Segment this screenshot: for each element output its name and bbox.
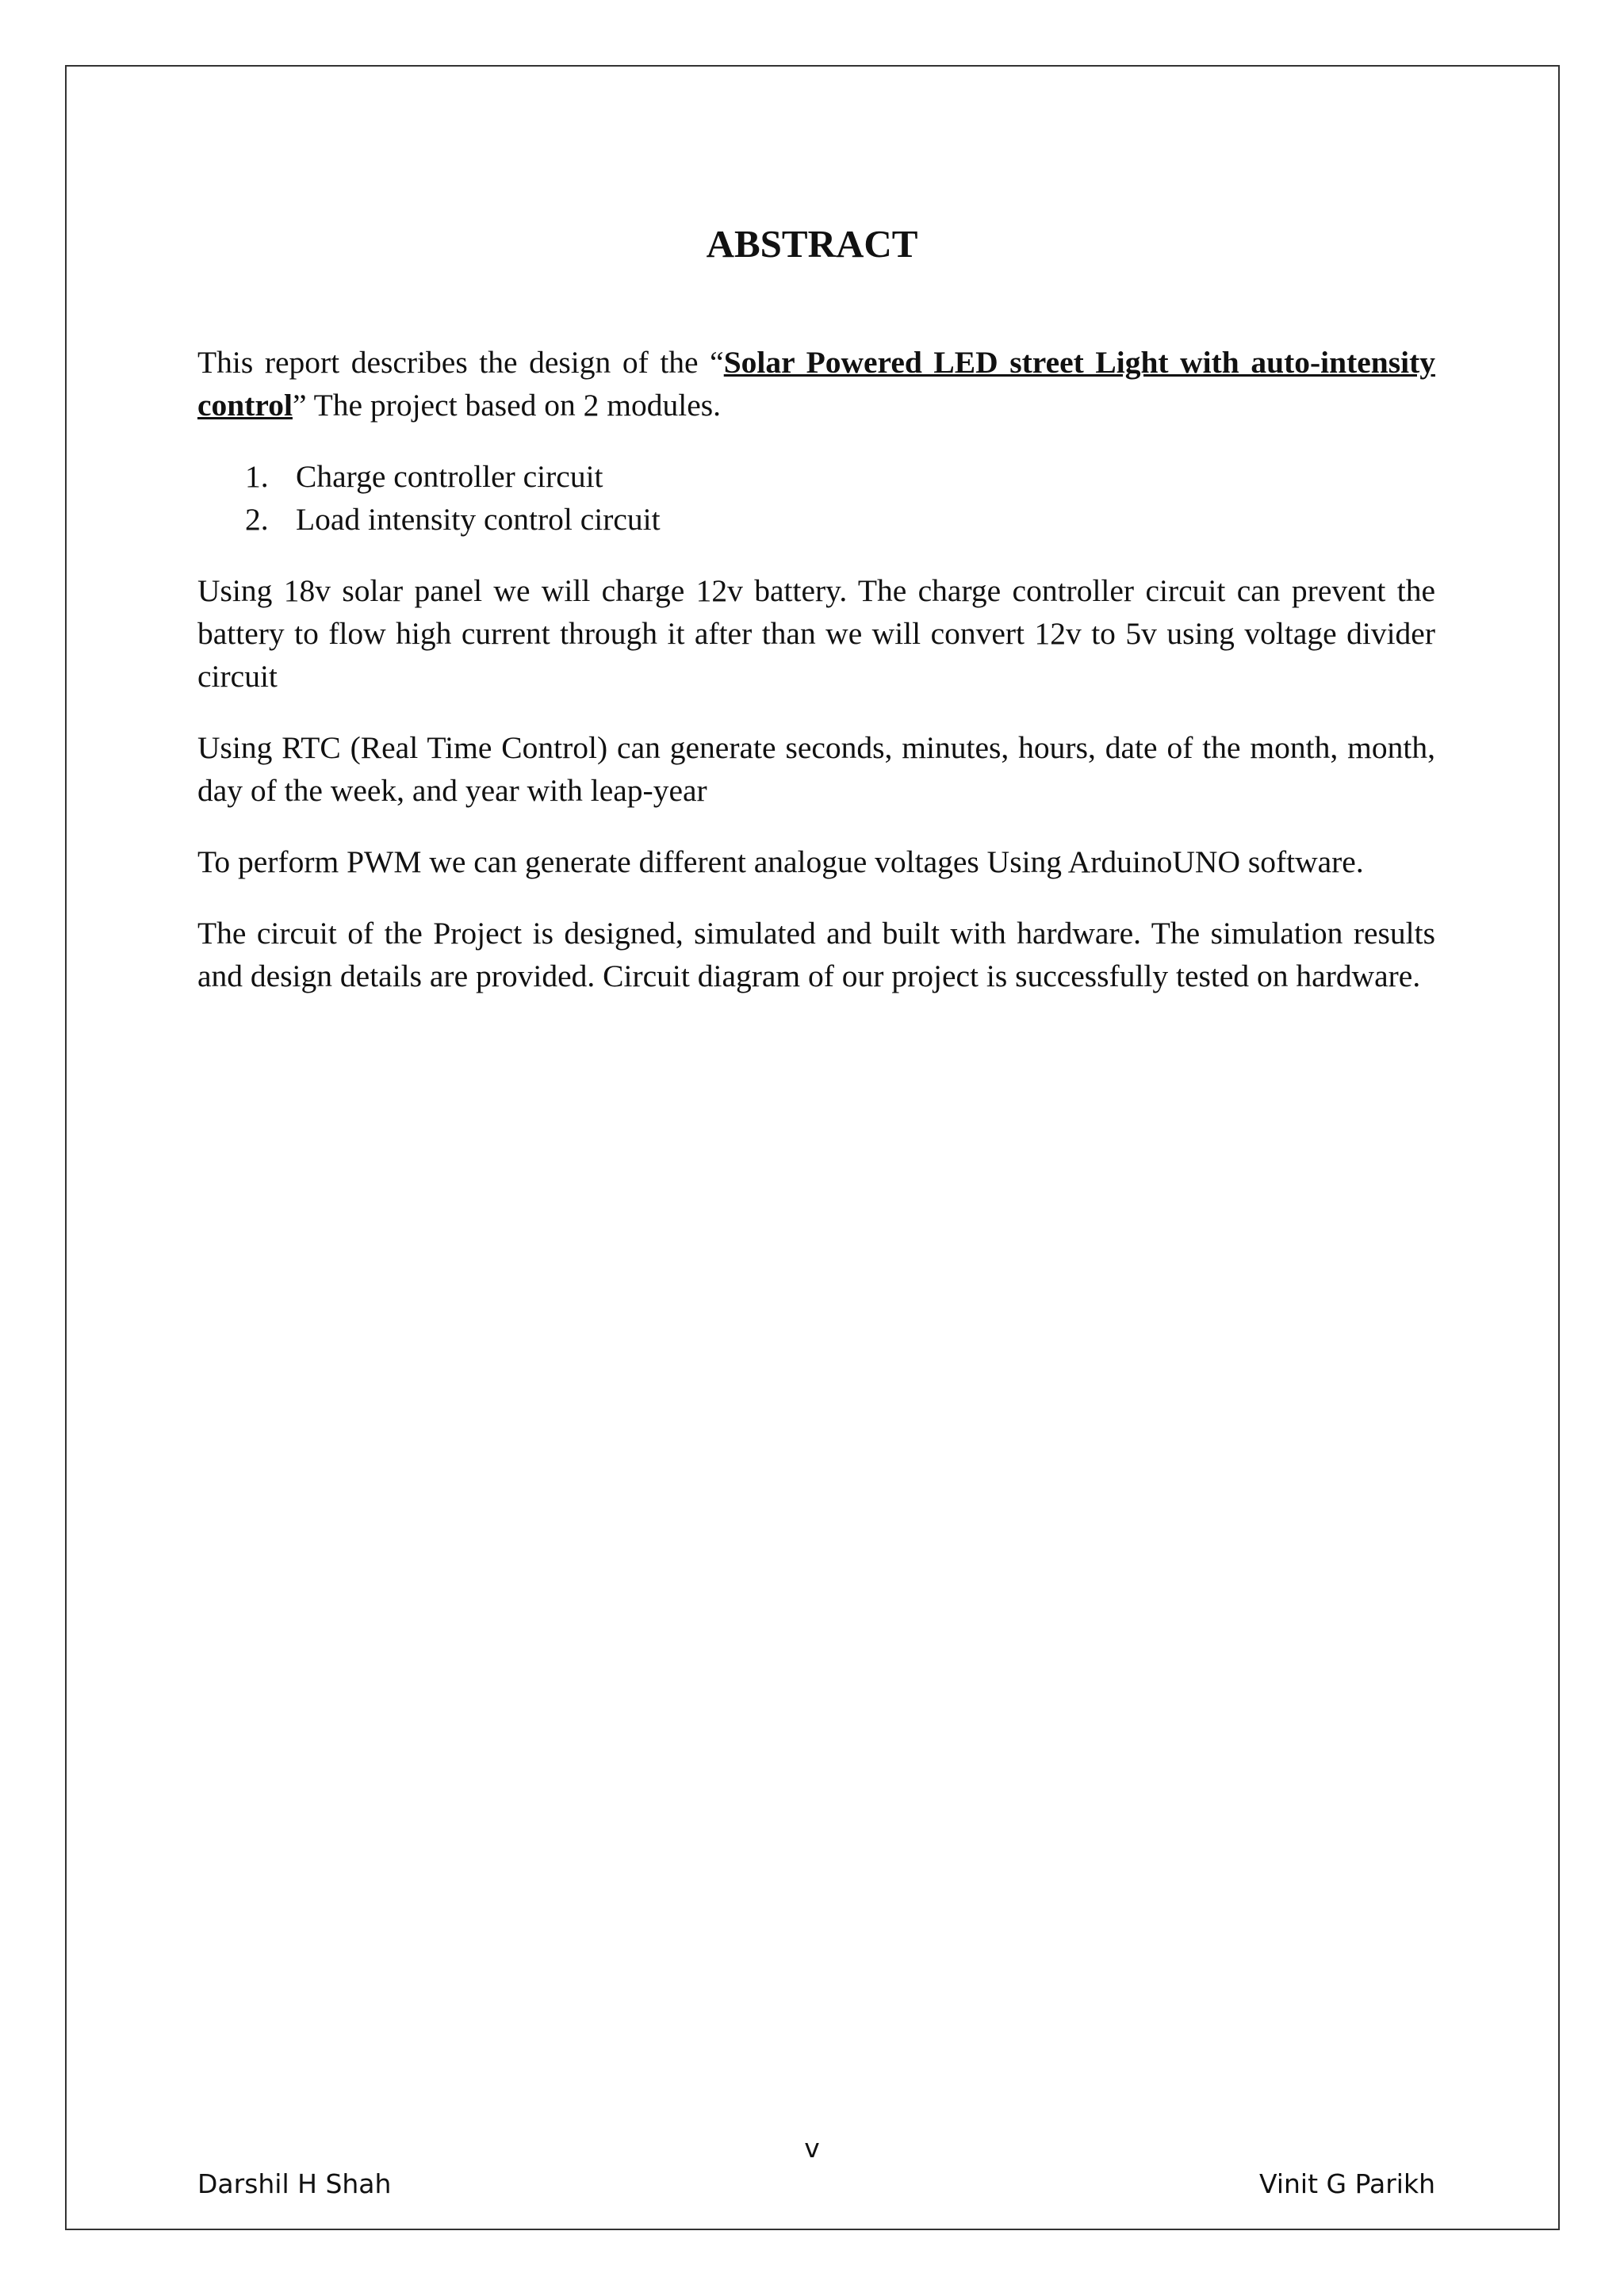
paragraph-rtc: Using RTC (Real Time Control) can generate seconds, minutes, hours, date of the month, month, day of the week, and year with leap-year xyxy=(197,730,1435,808)
list-item xyxy=(245,455,1435,498)
list-item xyxy=(245,498,1435,541)
intro-paragraph xyxy=(197,341,1435,427)
intro-after: ” The project based on 2 modules. xyxy=(292,388,722,423)
list-item-number: 1. xyxy=(245,459,269,494)
list-item-label: Charge controller circuit xyxy=(296,459,603,494)
paragraph-conclusion: The circuit of the Project is designed, simulated and built with hardware. The simulation results and design details are provided. Circuit diagram of our project is successfully tested on hardware. xyxy=(197,916,1435,993)
paragraph-charging: Using 18v solar panel we will charge 12v battery. The charge controller circuit can prevent the battery to flow high current through it after than we will convert 12v to 5v using voltage divider circuit xyxy=(197,573,1435,694)
page-number: v xyxy=(804,2133,820,2164)
list-item-label: Load intensity control circuit xyxy=(296,502,661,537)
list-item-number: 2. xyxy=(245,502,269,537)
footer-author-left: Darshil H Shah xyxy=(197,2168,392,2199)
abstract-body xyxy=(197,341,1435,1026)
footer-author-right: Vinit G Parikh xyxy=(1259,2168,1435,2199)
page-title: ABSTRACT xyxy=(706,221,918,266)
paragraph-pwm: To perform PWM we can generate different analogue voltages Using ArduinoUNO software. xyxy=(197,844,1364,879)
module-list xyxy=(197,455,1435,541)
project-title-emphasis: Solar Powered LED street Light with auto-intensity control xyxy=(197,345,1435,423)
intro-before: This report describes the design of the “ xyxy=(197,345,724,380)
